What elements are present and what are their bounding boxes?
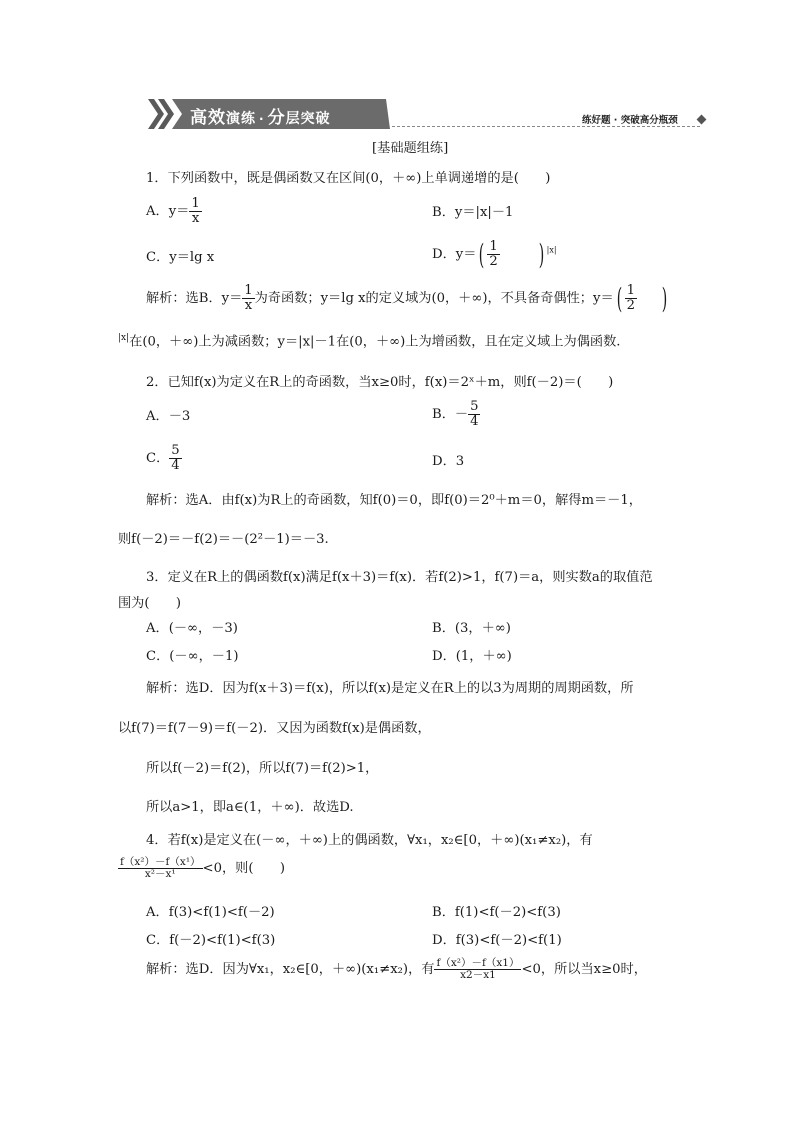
q1-sol-fraction	[242, 284, 254, 313]
q1-d-exp: |x|	[546, 245, 557, 255]
q1-sol-num: 1	[244, 283, 253, 298]
q3-option-a: A．(－∞，－3)	[146, 621, 238, 636]
q1-d-num: 1	[489, 239, 498, 254]
header-title	[190, 103, 331, 128]
q3-option-c: C．(－∞，－1)	[146, 649, 239, 664]
q1-sol-exp: |x|	[118, 333, 130, 343]
section-title: [基础题组练]	[372, 141, 449, 156]
q3-solution-line-1: 解析：选D．因为f(x＋3)＝f(x)，所以f(x)是定义在R上的以3为周期的周期函数，所	[146, 681, 634, 696]
q4-option-d: D．f(3)<f(－2)<f(1)	[432, 933, 562, 948]
q4-option-a: A．f(3)<f(1)<f(－2)	[146, 905, 275, 920]
header-title-char-1: 高	[190, 108, 208, 128]
q3-stem-line-1: 3．定义在R上的偶函数f(x)满足f(x＋3)＝f(x)．若f(2)>1，f(7)＝a，则实数a的取值范	[146, 570, 653, 585]
q2-option-c-fraction	[169, 444, 181, 473]
q4-sol-part-2: <0，所以当x≥0时，	[521, 962, 647, 978]
q1-a-num: 1	[191, 196, 200, 211]
header-title-part-3: 演练	[226, 111, 256, 127]
q2-solution-line-2: 则f(－2)＝－f(2)＝－(2²－1)＝－3.	[118, 532, 329, 547]
q1-sol-den: x	[244, 297, 253, 313]
q4-stem-fraction	[118, 857, 203, 880]
q4-solution-line-1	[146, 958, 647, 981]
q1-stem: 1．下列函数中，既是偶函数又在区间(0，＋∞)上单调递增的是( )	[146, 171, 551, 186]
header-title-part-5: 层突破	[285, 111, 331, 127]
header-divider	[392, 126, 700, 127]
q3-solution-line-4: 所以a>1，即a∈(1，＋∞)．故选D.	[146, 800, 354, 815]
q2-c-den: 4	[171, 457, 180, 473]
header-title-dot: ·	[259, 112, 265, 126]
q2-b-den: 4	[470, 413, 479, 429]
q1-sol-part-1: 解析：选B．y＝	[146, 290, 243, 306]
q2-option-b-label: B．－	[432, 406, 469, 422]
header-title-char-2: 效	[208, 108, 226, 128]
header-title-char-4: 分	[267, 108, 286, 128]
q1-sol-half-num: 1	[626, 283, 635, 298]
q2-option-b	[432, 400, 480, 429]
q1-d-right-paren: )	[538, 237, 544, 271]
q2-option-c-label: C．	[146, 450, 170, 466]
q2-option-b-fraction	[468, 400, 480, 429]
q1-sol-left-paren: (	[616, 281, 622, 315]
q4-stem-part-2: <0，则( )	[202, 861, 286, 877]
q3-option-b: B．(3，＋∞)	[432, 621, 511, 636]
q3-solution-line-2: 以f(7)＝f(7－9)＝f(－2)．又因为函数f(x)是偶函数，	[118, 721, 431, 736]
q3-stem-line-2: 围为( )	[118, 596, 182, 611]
q4-stem-line-1: 4．若f(x)是定义在(－∞，＋∞)上的偶函数，∀x₁，x₂∈[0，＋∞)(x₁≠x₂)，有	[146, 833, 593, 848]
q1-option-c: C．y＝lg x	[146, 250, 215, 265]
q4-stem-den: x²－x¹	[144, 868, 176, 881]
q2-stem: 2．已知f(x)为定义在R上的奇函数，当x≥0时，f(x)＝2ˣ＋m，则f(－2)＝( )	[146, 375, 614, 390]
q4-stem-line-2	[118, 857, 285, 880]
q1-option-d	[432, 237, 557, 271]
q2-option-d: D．3	[432, 454, 465, 469]
q1-option-d-fraction	[487, 240, 499, 269]
q2-option-c	[146, 444, 182, 473]
diamond-icon	[697, 115, 707, 125]
q4-stem-num: f（x²）－f（x¹）	[120, 856, 201, 868]
q4-option-b: B．f(1)<f(－2)<f(3)	[432, 905, 561, 920]
q1-option-a-label: A．y＝	[146, 203, 190, 219]
q1-option-a-fraction	[189, 197, 201, 226]
q1-sol-half-fraction	[625, 284, 637, 313]
q3-option-d: D．(1，＋∞)	[432, 649, 512, 664]
q1-sol-right-paren: )	[661, 281, 668, 315]
q2-b-num: 5	[470, 399, 479, 414]
q2-c-num: 5	[171, 443, 180, 458]
q1-sol-part-3: 在(0，＋∞)上为减函数；y＝|x|－1在(0，＋∞)上为增函数，且在定义域上为偶函数.	[129, 334, 621, 350]
q4-sol-den: x2－x1	[460, 969, 496, 982]
q1-option-a	[146, 197, 202, 226]
q1-solution-line-1	[146, 281, 670, 315]
q2-solution-line-1: 解析：选A．由f(x)为R上的奇函数，知f(0)＝0，即f(0)＝2⁰＋m＝0，解得m＝－1，	[146, 493, 642, 508]
q1-a-den: x	[191, 210, 200, 226]
q1-sol-half-den: 2	[626, 297, 635, 313]
q4-sol-num: f（x²）－f（x1）	[436, 957, 520, 969]
q1-d-left-paren: (	[479, 237, 485, 271]
q1-option-d-label: D．y＝	[432, 246, 477, 262]
q1-d-den: 2	[489, 253, 498, 269]
q4-sol-fraction	[434, 958, 521, 981]
q4-option-c: C．f(－2)<f(1)<f(3)	[146, 933, 276, 948]
q1-sol-part-2: 为奇函数；y＝lg x的定义域为(0，＋∞)，不具备奇偶性；y＝	[254, 290, 614, 306]
q4-sol-part-1: 解析：选D．因为∀x₁，x₂∈[0，＋∞)(x₁≠x₂)，有	[146, 962, 435, 978]
header-right-text: 练好题 · 突破高分瓶颈	[582, 115, 678, 126]
q1-option-b: B．y＝|x|－1	[432, 205, 514, 220]
q2-option-a: A．－3	[146, 409, 191, 424]
q1-solution-line-2	[118, 334, 620, 349]
q3-solution-line-3: 所以f(－2)＝f(2)，所以f(7)＝f(2)>1，	[146, 761, 379, 776]
